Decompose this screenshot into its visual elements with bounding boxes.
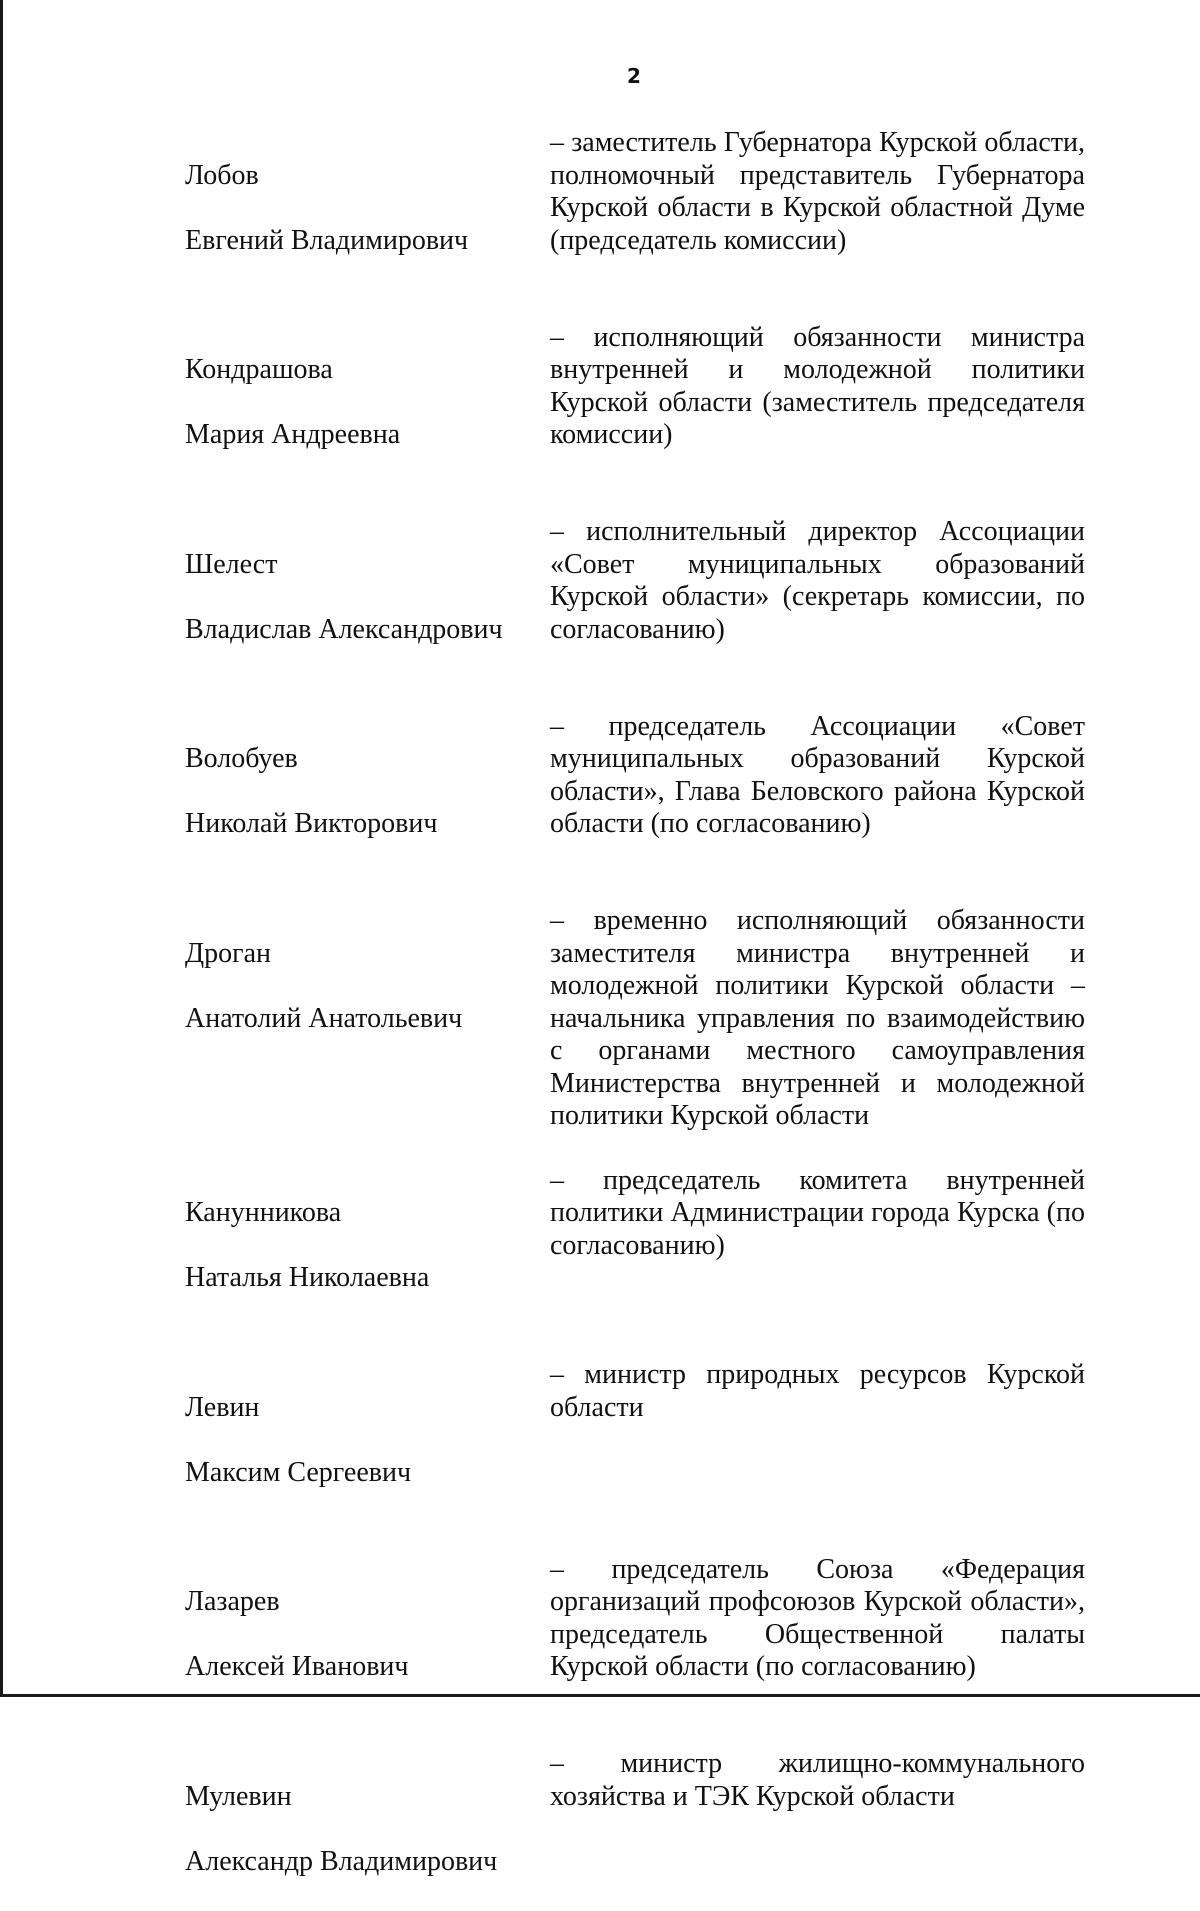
member-entry: [185, 711, 1085, 874]
member-given-names: Александр Владимирович: [185, 1845, 498, 1877]
member-position: – заместитель Губернатора Курской области, полномочный представитель Губернатора Курской области в Курской областной Думе (председатель комиссии): [550, 127, 1085, 256]
member-given-names: Максим Сергеевич: [185, 1456, 412, 1488]
page-number: 2: [627, 64, 641, 88]
member-given-names: Николай Викторович: [185, 808, 438, 839]
member-position: – министр природных ресурсов Курской области: [550, 1359, 1085, 1423]
member-position: – председатель Союза «Федерация организаций профсоюзов Курской области», председатель Общественной палаты Курской области (по согласованию): [550, 1553, 1085, 1682]
member-surname: Дроган: [185, 937, 271, 969]
member-position: – председатель Ассоциации «Совет муниципальных образований Курской области», Глава Беловского района Курской области (по согласованию): [550, 710, 1085, 839]
member-entry: [185, 1748, 1085, 1911]
member-surname: Лобов: [185, 159, 259, 191]
member-entry: [185, 1554, 1085, 1717]
member-given-names: Алексей Иванович: [185, 1651, 409, 1682]
member-given-names: Мария Андреевна: [185, 419, 401, 450]
member-surname: Мулевин: [185, 1780, 292, 1812]
member-surname: Лазарев: [185, 1586, 280, 1617]
member-position: – исполнительный директор Ассоциации «Совет муниципальных образований Курской области» (секретарь комиссии, по согласованию): [550, 516, 1085, 645]
member-entry: [185, 322, 1085, 485]
member-given-names: Владислав Александрович: [185, 613, 503, 645]
member-entry: [185, 516, 1085, 679]
member-name: [185, 322, 550, 485]
member-given-names: Анатолий Анатольевич: [185, 1002, 463, 1034]
member-position: – временно исполняющий обязанности заместителя министра внутренней и молодежной политики Курской области – начальника управления по взаимодействию с органами местного самоуправления Министерства внутренней и молодежной политики Курской области: [550, 905, 1085, 1131]
member-entry: [185, 1359, 1085, 1522]
member-surname: Кондрашова: [185, 354, 333, 385]
commission-member-list: [185, 127, 1085, 1911]
member-surname: Волобуев: [185, 743, 298, 774]
member-surname: Канунникова: [185, 1197, 342, 1228]
member-position: – исполняющий обязанности министра внутренней и молодежной политики Курской области (заместитель председателя комиссии): [550, 321, 1085, 450]
scan-edge-left: [0, 0, 3, 1697]
member-name: [185, 1554, 550, 1717]
member-entry: [185, 1165, 1085, 1328]
member-position: – министр жилищно-коммунального хозяйства и ТЭК Курской области: [550, 1748, 1085, 1812]
member-given-names: Наталья Николаевна: [185, 1262, 430, 1293]
member-surname: Левин: [185, 1391, 260, 1423]
member-name: [185, 711, 550, 874]
member-surname: Шелест: [185, 548, 278, 580]
member-name: [185, 127, 550, 290]
member-name: [185, 1359, 550, 1522]
member-name: [185, 1748, 550, 1911]
member-name: [185, 516, 550, 679]
member-entry: [185, 127, 1085, 290]
member-position: – председатель комитета внутренней политики Администрации города Курска (по согласованию): [550, 1164, 1085, 1261]
member-given-names: Евгений Владимирович: [185, 224, 469, 256]
member-name: [185, 1165, 550, 1328]
member-name: [185, 905, 550, 1133]
member-entry: [185, 905, 1085, 1133]
